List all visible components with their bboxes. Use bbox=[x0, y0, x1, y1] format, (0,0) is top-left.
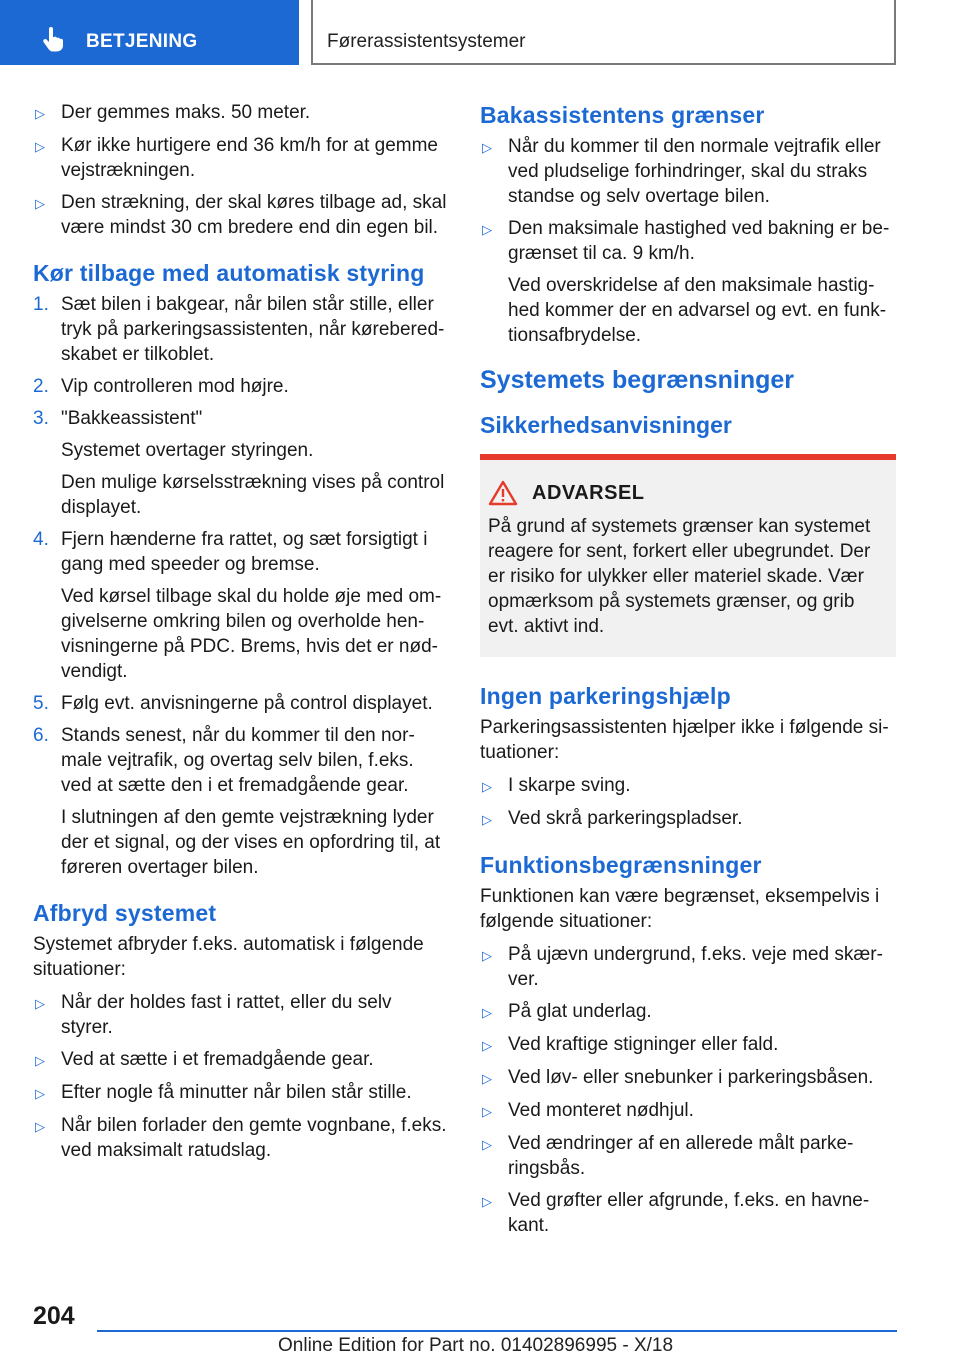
step-detail: Ved kørsel tilbage skal du holde øje med om-givelserne omkring bilen og overholde hen-visningerne på PDC. Brems, hvis det er nød-vendigt. bbox=[61, 586, 442, 682]
list-item: ▷ Den strækning, der skal køres tilbage ad, skal være mindst 30 cm bredere end din egen bil. bbox=[35, 192, 447, 238]
paragraph: Funktionen kan være begrænset, eksempelvis i følgende situationer: bbox=[480, 886, 880, 932]
list-item: ▷ Når du kommer til den normale vejtrafik eller ved pludselige forhindringer, skal du straks standse og selv overtage bilen. bbox=[482, 136, 881, 207]
step-detail: Den mulige kørselsstrækning vises på control displayet. bbox=[61, 472, 445, 518]
list-item: ▷ Kør ikke hurtigere end 36 km/h for at gemme vejstrækningen. bbox=[35, 135, 438, 181]
step-item: 3. "Bakkeassistent" bbox=[33, 408, 203, 429]
list-item: ▷ Ved ændringer af en allerede målt parke-ringsbås. bbox=[482, 1133, 854, 1179]
paragraph: Parkeringsassistenten hjælper ikke i følgende si-tuationer: bbox=[480, 717, 889, 763]
section-heading: Bakassistentens grænser bbox=[480, 102, 765, 128]
section-label: BETJENING bbox=[86, 31, 198, 52]
section-tab[interactable] bbox=[0, 0, 299, 65]
edition-text: Online Edition for Part no. 01402896995 - X/18 bbox=[278, 1335, 674, 1356]
chapter-header bbox=[311, 0, 896, 65]
list-detail: Ved overskridelse af den maksimale hastig-hed kommer der en advarsel og evt. en funk-tionsafbrydelse. bbox=[508, 275, 887, 346]
list-item: ▷ Når bilen forlader den gemte vognbane, f.eks. ved maksimalt ratudslag. bbox=[35, 1115, 447, 1161]
subchapter-heading: Sikkerhedsanvisninger bbox=[480, 412, 732, 438]
left-column bbox=[33, 100, 448, 1170]
step-item: 5. Følg evt. anvisningerne på control displayet. bbox=[33, 693, 433, 714]
list-item: ▷ Efter nogle få minutter når bilen står stille. bbox=[35, 1082, 412, 1103]
warning-triangle-icon bbox=[488, 480, 518, 506]
step-item: 4. Fjern hænderne fra rattet, og sæt forsigtigt i gang med speeder og bremse. bbox=[33, 529, 428, 575]
step-item: 6. Stands senest, når du kommer til den nor-male vejtrafik, og overtag selv bilen, f.eks. ved at sætte den i et fremadgående gear. bbox=[33, 725, 415, 796]
section-heading: Afbryd systemet bbox=[33, 900, 217, 926]
list-item: ▷ Ved skrå parkeringspladser. bbox=[482, 808, 743, 829]
hand-pointer-icon bbox=[40, 27, 66, 53]
list-item: ▷ Når der holdes fast i rattet, eller du selv styrer. bbox=[35, 992, 392, 1038]
list-item: ▷ Ved monteret nødhjul. bbox=[482, 1100, 694, 1121]
section-heading: Ingen parkeringshjælp bbox=[480, 683, 731, 709]
list-item: ▷ I skarpe sving. bbox=[482, 775, 631, 796]
list-item: ▷ Den maksimale hastighed ved bakning er be-grænset til ca. 9 km/h. bbox=[482, 218, 890, 264]
chapter-heading: Systemets begrænsninger bbox=[480, 366, 794, 394]
step-detail: Systemet overtager styringen. bbox=[61, 440, 314, 461]
warning-text: På grund af systemets grænser kan systemet reagere for sent, forkert eller ubegrundet. Der er risiko for ulykker eller materiel skade. Vær opmærksom på systemets grænser, og grib evt. aktivt ind. bbox=[488, 516, 871, 637]
step-detail: I slutningen af den gemte vejstrækning lyder der et signal, og der vises en opfordring til, at føreren overtager bilen. bbox=[61, 807, 441, 878]
section-heading: Kør tilbage med automatisk styring bbox=[33, 260, 425, 286]
section-heading: Funktionsbegrænsninger bbox=[480, 852, 762, 878]
chapter-title: Førerassistentsystemer bbox=[327, 31, 526, 52]
footer-divider bbox=[97, 1330, 897, 1332]
step-item: 1. Sæt bilen i bakgear, når bilen står stille, eller tryk på parkeringsassistenten, når kørebered-skabet er tilkoblet. bbox=[33, 294, 445, 365]
warning-box bbox=[480, 454, 896, 657]
list-item: ▷ Der gemmes maks. 50 meter. bbox=[35, 102, 311, 123]
list-item: ▷ Ved at sætte i et fremadgående gear. bbox=[35, 1049, 374, 1070]
step-item: 2. Vip controlleren mod højre. bbox=[33, 376, 289, 397]
paragraph: Systemet afbryder f.eks. automatisk i følgende situationer: bbox=[33, 934, 424, 980]
right-column bbox=[480, 100, 896, 1245]
list-item: ▷ Ved kraftige stigninger eller fald. bbox=[482, 1034, 779, 1055]
list-item: ▷ Ved løv- eller snebunker i parkeringsbåsen. bbox=[482, 1067, 874, 1088]
list-item: ▷ Ved grøfter eller afgrunde, f.eks. en havne-kant. bbox=[482, 1190, 870, 1236]
list-item: ▷ På ujævn undergrund, f.eks. veje med skær-ver. bbox=[482, 944, 883, 990]
page-number: 204 bbox=[33, 1302, 75, 1330]
list-item: ▷ På glat underlag. bbox=[482, 1001, 652, 1022]
warning-title: ADVARSEL bbox=[532, 481, 645, 504]
